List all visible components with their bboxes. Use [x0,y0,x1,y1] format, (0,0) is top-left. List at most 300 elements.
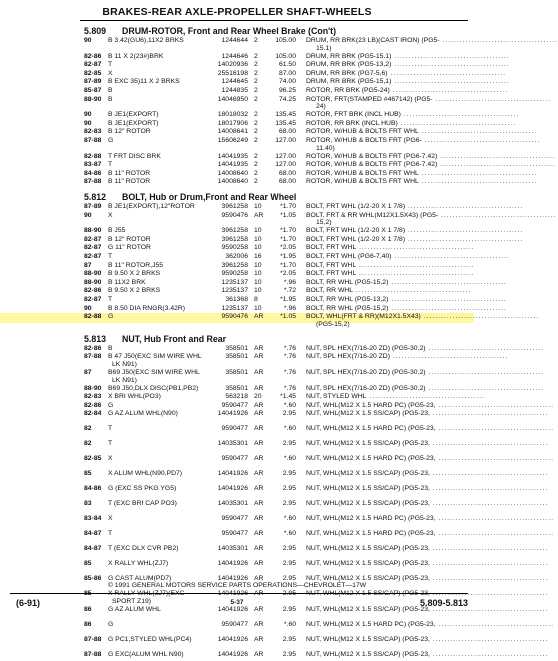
row-part-name-text: ROTOR, W/HUB & BOLTS FRT WHL [306,128,419,136]
row-quantity: 2 [254,111,258,119]
row-price: *1.05 [280,313,296,321]
leader-dots: ........................................ [425,344,544,352]
row-part-name [306,78,510,86]
section-number: 5.812 [84,192,107,202]
leader-dots: ........................................ [405,227,524,235]
section-heading [84,26,336,36]
row-part-name-text: NUT, SPL HEX(7/16-20 ZD) (PG5-30,2) [306,384,426,392]
table-row [0,470,549,480]
page-title: BRAKES-REAR AXLE-PROPELLER SHAFT-WHEELS [102,6,372,18]
row-part-number: 14041926 [217,560,248,568]
row-quantity: AR [254,313,264,321]
row-part-name-text: BOLT, RR WHL (PG5-15,2) [306,278,389,286]
row-description: B 11" ROTOR [108,169,151,177]
row-quantity: AR [254,455,264,463]
row-part-number: 14020936 [217,61,248,69]
row-part-number: 14035301 [217,500,248,508]
leader-dots: ........................................ [435,455,554,463]
table-row [0,545,549,555]
row-year: 82-84 [84,410,102,418]
row-year: 88-90 [84,227,102,235]
row-part-number: 14008641 [217,128,248,136]
row-part-name-text: NUT, WHL(M12 X 1.5 SS/CAP) (PG5-23, [306,410,430,418]
row-description: B 9.50 X 2 BRKS [108,270,161,278]
row-quantity: AR [254,606,264,614]
row-price: *1.95 [280,253,296,260]
row-description: B JE1(EXPORT) [108,119,159,127]
row-part-name [306,410,549,418]
row-part-name [306,636,549,644]
row-part-number: 361368 [225,296,248,303]
leader-dots: ........................................ [400,111,520,119]
row-price: *2.05 [280,270,296,278]
row-year: 82-85 [84,455,102,463]
leader-dots: ........................................ [439,37,558,44]
row-year: 85 [84,470,92,478]
row-quantity: 2 [254,61,258,69]
row-price: 127.00 [275,152,296,160]
row-year: 82 [84,425,92,433]
row-year: 86 [84,621,92,629]
row-year: 83-84 [84,515,102,523]
row-part-name-text: BOLT, FRT WHL (1/2-20 X 1 7/8) [306,203,406,210]
row-quantity: 2 [254,52,258,60]
row-part-name-text: BOLT, FRT WHL [306,270,357,278]
row-quantity: 2 [254,178,258,186]
row-part-number: 3961258 [221,203,248,210]
row-part-number: 14008640 [217,178,248,186]
row-part-name [306,111,520,119]
row-description: T [108,61,113,69]
row-part-name [306,161,556,169]
row-description: B 12" ROTOR [108,235,151,243]
row-part-number: 1244644 [221,37,248,44]
row-part-name-text: DRUM, RR BRK (PG5-15.1) [306,52,392,60]
row-price: *.76 [283,384,296,392]
row-description: X RALLY WHL(ZJ7) [108,560,169,568]
row-part-number: 14041926 [217,410,248,418]
row-part-name-text: NUT, STYLED WHL [306,393,367,401]
row-part-number: 362006 [225,253,248,260]
row-part-number: 14035301 [217,440,248,448]
row-quantity: AR [254,636,264,644]
row-year: 87-89 [84,78,102,86]
row-part-name [306,69,507,78]
row-part-name-text: ROTOR, FRT(STAMPED #467142) (PG5- [306,95,433,103]
row-part-name [306,401,554,410]
row-year: 82-86 [84,52,102,60]
row-description: X [108,211,113,219]
row-part-name [306,455,554,463]
row-description: G EXC(ALUM WHL N90) [108,651,184,659]
row-description: B69 J50(EXC SIM WIRE WHL [108,369,200,376]
row-year: 85 [84,560,92,568]
leader-dots: ........................................ [429,575,549,583]
row-year: 84-87 [84,530,102,538]
table-row [0,211,557,222]
row-part-name-text: NUT, WHL(M12 X 1.5 SS/CAP) (PG5-23, [306,651,430,659]
row-part-name-text: DRUM, RR BRK(23 LB)(CAST IRON) (PG5- [306,37,440,44]
row-year: 82-87 [84,253,102,260]
row-quantity: AR [254,369,264,376]
leader-dots: ........................................ [429,410,549,418]
row-quantity: 10 [254,278,262,286]
row-part-number: 1244835 [221,87,248,94]
row-part-number: 9590476 [221,211,248,219]
table-row [0,455,554,465]
row-part-name [306,52,510,61]
row-year: 82-86 [84,287,102,295]
leader-dots: ........................................ [425,384,544,392]
table-row [0,369,544,379]
row-part-name [306,61,510,69]
row-quantity: AR [254,545,264,553]
table-row [0,425,554,435]
row-part-number: 3961258 [221,227,248,235]
leader-dots: ........................................ [420,313,540,321]
row-part-number: 15606249 [217,137,248,144]
row-quantity: AR [254,211,264,219]
row-description: B J55 [108,227,126,235]
row-year: 82-87 [84,244,102,252]
row-year: 87-88 [84,137,102,144]
row-continuation: 11.40) [316,144,335,152]
row-part-number: 9590477 [221,515,248,523]
row-part-name [306,485,549,493]
row-part-name-text: NUT, WHL(M12 X 1.5 SS/CAP) (PG5-23, [306,560,430,568]
row-description: G 11" ROTOR [108,244,151,252]
row-part-number: 14041926 [217,590,248,598]
leader-dots: ........................................ [435,515,554,523]
row-part-name [306,253,510,261]
row-continuation: 15.1) [316,44,332,52]
row-part-name-text: ROTOR, W/HUB & BOLTS FRT WHL [306,178,419,186]
row-year: 82-83 [84,128,102,136]
leader-dots: ........................................ [418,178,538,186]
row-year: 87-88 [84,636,102,644]
row-part-name [306,270,475,278]
row-quantity: 10 [254,244,262,252]
leader-dots: ........................................ [437,152,556,160]
row-year: 85-86 [84,575,102,583]
row-part-name-text: NUT, WHL(M12 X 1.5 SS/CAP) (PG5-23, [306,470,430,478]
row-part-number: 9590477 [221,401,248,409]
row-year: 82-86 [84,344,102,352]
table-row [0,178,538,188]
row-part-number: 3961258 [221,235,248,243]
leader-dots: ........................................ [418,128,538,136]
row-part-name-text: NUT, WHL(M12 X 1.5 HARD PC) (PG5-23, [306,455,436,463]
row-part-number: 14041926 [217,575,248,583]
row-price: *1.70 [280,261,296,269]
row-description: T [108,161,113,169]
footer-date: (6-91) [16,598,41,608]
row-price: 105.00 [275,37,296,44]
row-price: 2.95 [282,606,296,614]
row-description: G [108,621,114,629]
row-quantity: 10 [254,304,262,312]
row-part-name-text: DRUM, RR BRK (PG5-13,2) [306,61,392,69]
row-quantity: AR [254,515,264,523]
row-description: B 3.42(GU6),11X2 BRKS [108,37,184,44]
row-quantity: 8 [254,296,258,303]
row-price: 74.00 [278,78,296,86]
row-part-name-text: BOLT, FRT WHL (PG6-7,40) [306,253,392,260]
row-description: B 11" ROTOR,J55 [108,261,164,269]
row-quantity: 16 [254,253,262,260]
row-year: 87-88 [84,178,102,186]
row-part-name [306,344,544,353]
row-price: 74.25 [278,95,296,103]
row-part-name [306,244,475,252]
row-description: X [108,69,113,77]
row-part-number: 14041926 [217,470,248,478]
row-part-name-text: BOLT, FRT WHL [306,244,357,252]
leader-dots: ........................................ [429,470,549,478]
row-part-name-text: NUT, WHL(M12 X 1.5 SS/CAP) (PG5-23, [306,440,430,448]
row-description: G (EXC SS PKG YG5) [108,485,177,493]
row-description: B JE1(EXPORT) [108,111,159,119]
leader-dots: ........................................ [429,651,549,659]
row-part-name-text: NUT, SPL HEX(7/16-20 ZD) (PG5-30,2) [306,369,426,376]
row-part-name-text: NUT, WHL(M12 X 1.5 HARD PC) (PG5-23, [306,530,436,538]
row-description: G [108,401,114,409]
row-part-name-text: DRUM, RR BRK (PG5-15,1) [306,78,392,86]
row-part-number: 9590477 [221,530,248,538]
table-row [0,137,541,147]
section-heading [84,192,296,202]
row-price: 2.95 [282,575,296,583]
row-description-continuation: LK N91) [112,361,137,368]
row-part-name-text: BOLT, FRT WHL [306,261,357,269]
row-price: 2.95 [282,545,296,553]
row-part-number: 14041926 [217,651,248,659]
row-part-name-text: BOLT, WHL(FRT & RR)(M12X1.5X43) [306,313,421,321]
row-part-name-text: ROTOR, W/HUB & BOLTS FRT WHL [306,169,419,177]
section-number: 5.813 [84,333,107,344]
row-quantity: AR [254,485,264,493]
row-part-name [306,128,538,136]
leader-dots: ........................................ [435,401,554,409]
leader-dots: ........................................ [389,353,509,361]
row-price: 68.00 [278,178,296,186]
row-part-name-text: NUT, WHL(M12 X 1.5 SS/CAP) (PG5-23, [306,545,430,553]
row-part-number: 14046950 [217,95,248,103]
row-part-name-text: BOLT, FRT WHL (1/2-20 X 1 7/8) [306,235,406,243]
row-description: B 9.50 X 2 BRKS [108,287,161,295]
row-part-name-text: NUT, WHL(M12 X 1.5 SS/CAP) (PG5-23, [306,590,430,598]
row-price: *.60 [283,530,296,538]
row-part-number: 14041926 [217,636,248,644]
row-year: 82-88 [84,313,102,321]
row-quantity: 2 [254,119,258,127]
row-price: *1.05 [280,211,296,219]
leader-dots: ........................................ [388,278,507,286]
leader-dots: ........................................ [388,304,507,312]
leader-dots: ........................................ [388,296,507,303]
row-year: 84-87 [84,545,102,553]
table-row [0,500,549,510]
row-year: 90 [84,111,92,119]
row-price: 2.95 [282,410,296,418]
table-row [0,606,549,616]
copyright-line: © 1991 GENERAL MOTORS SERVICE PARTS OPERATIONS—CHEVROLET—17W [107,582,367,589]
row-price: 2.95 [282,651,296,659]
row-price: 96.25 [278,87,296,94]
leader-dots: ........................................ [429,636,549,644]
row-year: 84-86 [84,169,102,177]
row-part-name [306,304,507,313]
row-part-number: 14041935 [217,161,248,169]
section-title: NUT, Hub Front and Rear [122,333,227,344]
row-year: 82-85 [84,69,102,77]
row-part-number: 9590477 [221,425,248,433]
row-quantity: AR [254,410,264,418]
row-part-name [306,651,549,659]
row-quantity: AR [254,590,264,598]
row-part-name [306,278,507,287]
row-description: G CAST ALUM(PD7) [108,575,172,583]
table-row [0,651,549,661]
row-year: 90 [84,211,92,219]
row-year: 90 [84,119,92,127]
row-price: *1.70 [280,227,296,235]
row-continuation: 15,2) [316,219,332,227]
footer-section-range: 5.809-5.813 [419,598,468,608]
row-year: 84-86 [84,485,102,493]
leader-dots: ........................................ [435,530,554,538]
row-year: 82-88 [84,152,102,160]
row-description: T [108,296,113,303]
row-part-name [306,500,549,508]
leader-dots: ........................................ [435,621,554,629]
leader-dots: ........................................ [389,87,509,94]
row-quantity: 10 [254,203,262,210]
section-number: 5.809 [84,26,107,36]
row-quantity: AR [254,353,264,361]
row-year: 87 [84,369,92,376]
row-part-name [306,530,554,538]
row-part-name-text: DRUM, RR BRK (PG7-5,6) [306,69,388,77]
row-part-number: 9590258 [221,270,248,278]
table-row [0,353,509,363]
row-part-name [306,178,538,186]
row-part-name [306,440,549,448]
row-price: 2.95 [282,470,296,478]
row-price: 61.50 [278,61,296,69]
row-description: T FRT DISC BRK [108,152,161,160]
row-part-name-text: ROTOR, RR BRK (PG5-24) [306,87,390,94]
row-year: 82-87 [84,235,102,243]
table-row [0,410,549,420]
row-year: 88-90 [84,384,102,392]
row-description: T (EXC DLX CVR PB2) [108,545,179,553]
row-price: 135.45 [275,119,296,127]
row-price: 68.00 [278,128,296,136]
row-part-name-text: BOLT, RR WHL [306,287,354,295]
row-description: B 12" ROTOR [108,128,151,136]
row-quantity: 2 [254,37,258,44]
row-part-name [306,87,509,95]
row-part-name [306,169,538,178]
row-quantity: 10 [254,270,262,278]
table-row [0,313,540,323]
row-part-name-text: BOLT, FRT & RR WHL(M12X1.5X43) (PG5- [306,211,439,219]
row-part-number: 358501 [225,384,248,392]
row-year: 88-90 [84,95,102,103]
row-quantity: AR [254,384,264,392]
row-part-number: 358501 [225,353,248,361]
row-part-number: 1235137 [221,304,248,312]
row-quantity: AR [254,401,264,409]
row-description: X RALLY WHL(ZJ7)(EXC [108,590,185,598]
row-part-number: 358501 [225,344,248,352]
footer-rule [10,593,468,594]
row-part-number: 1244646 [221,52,248,60]
row-part-name-text: ROTOR, W/HUB & BOLTS FRT (PG6- [306,137,422,144]
table-row [0,95,551,106]
leader-dots: ........................................ [429,560,549,568]
row-continuation: 24) [316,103,326,111]
row-price: *.76 [283,344,296,352]
row-part-number: 14041935 [217,152,248,160]
leader-dots: ........................................ [418,169,538,177]
row-part-name-text: NUT, SPL HEX(7/16-20 ZD) [306,353,390,361]
row-price: *.60 [283,515,296,523]
row-quantity: AR [254,560,264,568]
leader-dots: ........................................ [421,137,541,144]
row-price: *1.45 [280,393,296,401]
row-part-name-text: BOLT, RR WHL (PG5-15,2) [306,304,389,312]
row-part-number: 14008640 [217,169,248,177]
row-quantity: 2 [254,95,258,103]
row-part-name [306,384,544,393]
row-part-name-text: BOLT, FRT WHL (1/2-20 X 1 7/8) [306,227,406,235]
row-quantity: 10 [254,287,262,295]
row-description: B EXC 35)11 X 2 BRKS [108,78,180,86]
row-year: 90 [84,37,92,44]
row-quantity: 2 [254,128,258,136]
row-quantity: 2 [254,87,258,94]
row-part-number: 14041926 [217,485,248,493]
leader-dots: ........................................ [432,95,551,103]
row-price: *1.95 [280,296,296,303]
row-part-name [306,560,549,568]
row-year: 87-88 [84,353,102,361]
row-price: 2.95 [282,485,296,493]
row-price: 68.00 [278,169,296,177]
row-description: X BRI WHL(PO3) [108,393,161,401]
row-quantity: 2 [254,69,258,77]
row-price: *.60 [283,455,296,463]
leader-dots: ........................................ [353,287,472,295]
row-description: G PC1,STYLED WHL(PC4) [108,636,192,644]
row-continuation: (PG5-15,2) [316,320,350,328]
row-year: 85 [84,590,92,598]
row-year: 82-87 [84,296,102,303]
leader-dots: ........................................ [429,590,549,598]
row-part-number: 9590258 [221,244,248,252]
row-price: *.60 [283,425,296,433]
row-price: *1.70 [280,235,296,243]
table-row [0,621,554,631]
row-quantity: AR [254,344,264,352]
row-quantity: 10 [254,235,262,243]
table-row [0,485,549,495]
row-part-number: 1235137 [221,278,248,286]
row-part-name [306,545,549,553]
row-year: 83 [84,500,92,508]
